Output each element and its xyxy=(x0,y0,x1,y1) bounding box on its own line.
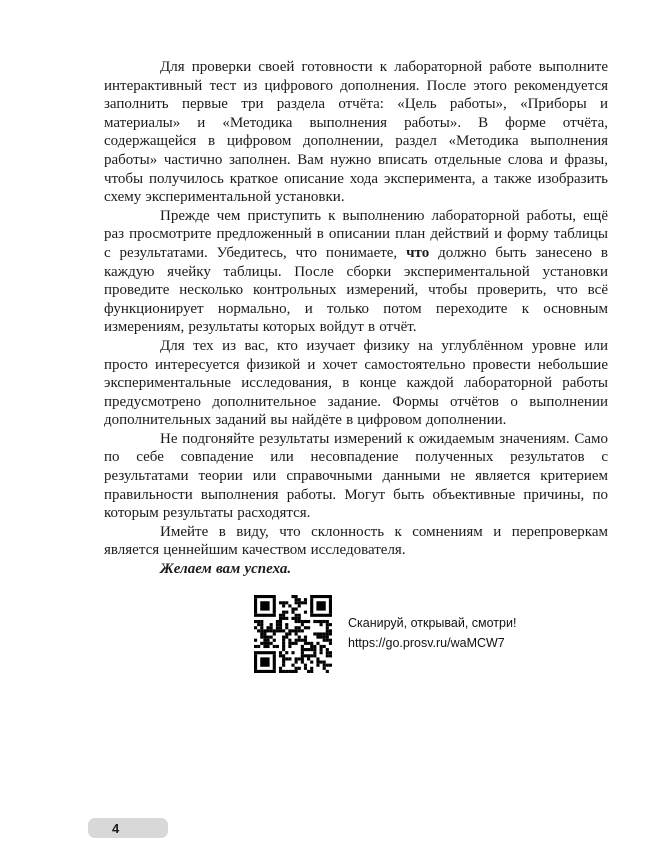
paragraph: Имейте в виду, что склонность к сомнениям и перепроверкам является ценнейшим качеством исследователя. xyxy=(104,523,608,559)
qr-caption-slogan: Сканируй, открывай, смотри! xyxy=(348,616,517,631)
qr-caption xyxy=(348,614,516,653)
qr-code xyxy=(254,595,332,673)
page-number-badge xyxy=(88,818,168,838)
qr-caption-url: https://go.prosv.ru/waMCW7 xyxy=(348,635,505,650)
paragraph: Для тех из вас, кто изучает физику на углублённом уровне или просто интересуется физикой и хочет самостоятельно провести небольшие экспериментальные исследования, в конце каждой лабораторной работы предусмотрено дополнительное задание. Формы отчётов о выполнении дополнительных заданий вы найдёте в цифровом дополнении. xyxy=(104,337,608,429)
body-text xyxy=(104,58,608,673)
page-number: 4 xyxy=(112,820,120,836)
qr-block xyxy=(254,595,608,673)
paragraph: Для проверки своей готовности к лабораторной работе выполните интерактивный тест из цифрового дополнения. После этого рекомендуется заполнить первые три раздела отчёта: «Цель работы», «Приборы и материалы» и «Методика выполнения работы». В форме отчёта, содержащейся в цифровом дополнении, раздел «Методика выполнения работы» частично заполнен. Вам нужно вписать отдельные слова и фразы, чтобы получилось краткое описание хода эксперимента, а также изобразить схему экспериментальной установки. xyxy=(104,59,608,206)
paragraph-list xyxy=(104,58,608,560)
paragraph: Не подгоняйте результаты измерений к ожидаемым значениям. Само по себе совпадение или несовпадение полученных результатов с результатами теории или справочными данными не является критерием правильности выполнения работы. Могут быть объективные причины, по которым результаты расходятся. xyxy=(104,430,608,522)
closing-wish: Желаем вам успеха. xyxy=(160,561,292,578)
paragraph: Прежде чем приступить к выполнению лабораторной работы, ещё раз просмотрите предложенный в описании план действий и форму таблицы с результатами. Убедитесь, что понимаете, что должно быть занесено в каждую ячейку таблицы. После сборки экспериментальной установки проведите несколько контрольных измерений, чтобы проверить, что всё функционирует нормально, и только потом переходите к основным измерениям, результаты которых войдут в отчёт. xyxy=(104,207,608,336)
